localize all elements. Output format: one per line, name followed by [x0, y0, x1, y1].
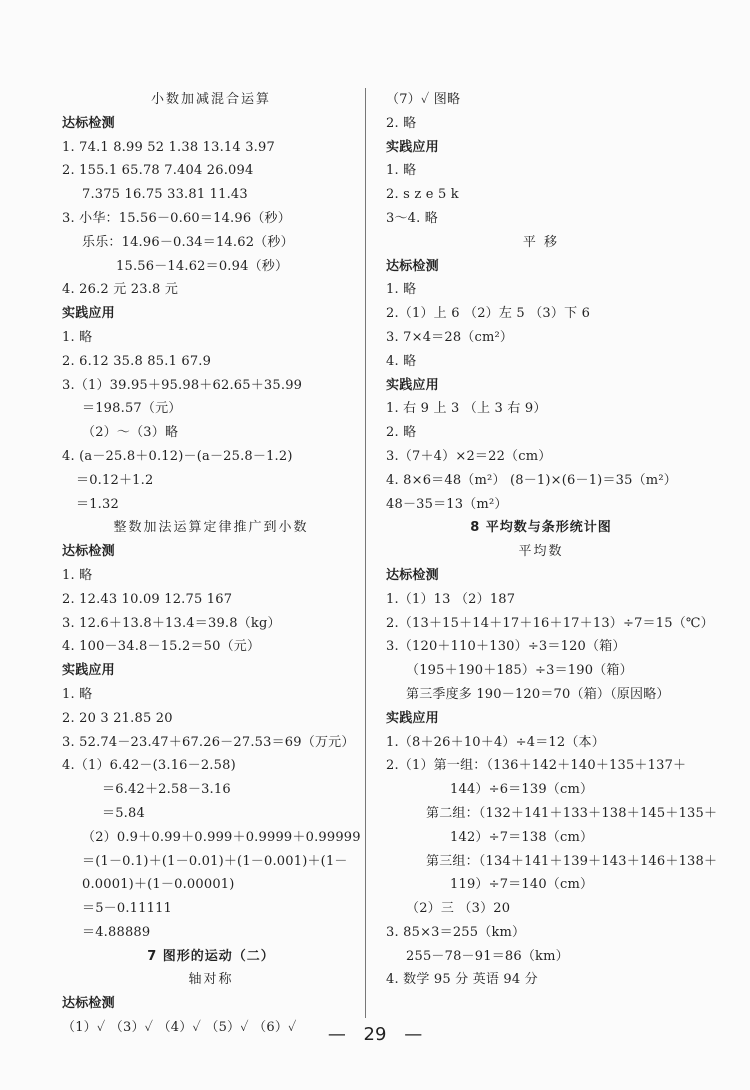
answer-line: 1. 略 — [386, 282, 417, 298]
footer-dash-right: — — [404, 1024, 423, 1045]
answer-line: 7.375 16.75 33.81 11.43 — [82, 187, 248, 203]
answer-line: 3. 12.6＋13.8＋13.4＝39.8（kg） — [62, 615, 281, 631]
answer-line: 1. 略 — [62, 329, 93, 345]
answer-line: 3.（120＋110＋130）÷3＝120（箱） — [386, 639, 626, 655]
answer-line: ＝4.88889 — [82, 924, 151, 940]
answer-line: 1. 略 — [62, 686, 93, 702]
answer-line: 2. 6.12 35.8 85.1 67.9 — [62, 353, 212, 369]
answer-line: （7）✓ 图略 — [386, 92, 461, 107]
page-footer — [0, 1024, 750, 1045]
answer-line: 1.（1）13 （2）187 — [386, 591, 516, 607]
answer-line: （195＋190＋185）÷3＝190（箱） — [406, 663, 633, 679]
answer-line: 4. 略 — [386, 353, 417, 369]
answer-line: 第三组：（134＋141＋139＋143＋146＋138＋ — [426, 853, 718, 869]
answer-line: 第二组：（132＋141＋133＋138＋145＋135＋ — [426, 805, 718, 821]
answer-line: （1）✓ （3）✓ （4）✓ （5）✓ （6）✓ — [62, 1020, 297, 1036]
section-title: 平 移 — [522, 234, 560, 250]
answer-line: ＝5－0.11111 — [82, 901, 173, 917]
answer-line: 2.（13＋15＋14＋17＋16＋17＋13）÷7＝15（℃） — [386, 615, 714, 631]
answer-line: 119）÷7＝140（cm） — [450, 877, 594, 893]
answer-line: （2）～（3）略 — [82, 425, 179, 441]
answer-line: 0.0001)＋(1－0.00001) — [82, 877, 235, 893]
chapter-title: 7 图形的运动（二） — [147, 948, 275, 964]
right-column — [386, 88, 718, 992]
section-heading: 实践应用 — [386, 710, 439, 726]
section-title: 整数加法运算定律推广到小数 — [113, 520, 309, 536]
answer-line: 2.（1）第一组：（136＋142＋140＋135＋137＋ — [386, 758, 687, 774]
answer-line: ＝1.32 — [76, 496, 119, 512]
answer-line: 4. 8×6＝48（m²） (8－1)×(6－1)＝35（m²） — [386, 472, 677, 488]
answer-line: 3. 52.74－23.47＋67.26－27.53＝69（万元） — [62, 734, 355, 750]
answer-line: （2）0.9＋0.99＋0.999＋0.9999＋0.99999 — [82, 829, 361, 845]
answer-line: 255－78－91＝86（km） — [406, 948, 569, 964]
answer-line: 3～4. 略 — [386, 210, 439, 226]
answer-line: 2. 略 — [386, 115, 417, 131]
section-heading: 达标检测 — [386, 567, 439, 583]
answer-line: ＝198.57（元） — [82, 401, 182, 417]
answer-line: 4.（1）6.42－(3.16－2.58) — [62, 758, 236, 774]
answer-line: 4. (a－25.8＋0.12)－(a－25.8－1.2) — [62, 448, 293, 464]
section-heading: 实践应用 — [62, 663, 115, 679]
answer-line: 2. s z e 5 k — [386, 187, 459, 203]
page-number: 29 — [363, 1024, 387, 1045]
answer-line: 1. 74.1 8.99 52 1.38 13.14 3.97 — [62, 139, 275, 155]
section-heading: 达标检测 — [386, 258, 439, 274]
chapter-title: 8 平均数与条形统计图 — [470, 520, 612, 536]
answer-line: ＝0.12＋1.2 — [76, 472, 154, 488]
answer-line: 1. 略 — [386, 163, 417, 179]
answer-line: 1. 略 — [62, 567, 93, 583]
answer-line: 3.（7＋4）×2＝22（cm） — [386, 448, 552, 464]
section-title: 轴对称 — [188, 972, 234, 988]
answer-line: ＝5.84 — [102, 805, 145, 821]
footer-dash-left: — — [327, 1024, 346, 1045]
answer-line: 乐乐：14.96－0.34＝14.62（秒） — [82, 234, 294, 250]
section-heading: 达标检测 — [62, 996, 115, 1012]
answer-line: 48－35＝13（m²） — [386, 496, 508, 512]
answer-line: 2. 12.43 10.09 12.75 167 — [62, 591, 233, 607]
left-column — [62, 88, 360, 1040]
column-divider — [365, 88, 366, 1018]
section-heading: 达标检测 — [62, 115, 115, 131]
answer-line: 4. 26.2 元 23.8 元 — [62, 282, 179, 298]
answer-line: 1.（8＋26＋10＋4）÷4＝12（本） — [386, 734, 605, 750]
answer-line: 15.56－14.62＝0.94（秒） — [116, 258, 289, 274]
section-heading: 实践应用 — [386, 377, 439, 393]
answer-line: 142）÷7＝138（cm） — [450, 829, 594, 845]
answer-line: 1. 右 9 上 3 （上 3 右 9） — [386, 401, 547, 417]
section-heading: 达标检测 — [62, 544, 115, 560]
section-heading: 实践应用 — [386, 139, 439, 155]
answer-line: （2）三 （3）20 — [406, 901, 511, 917]
answer-line: 2.（1）上 6 （2）左 5 （3）下 6 — [386, 306, 591, 322]
answer-line: ＝(1－0.1)＋(1－0.01)＋(1－0.001)＋(1－ — [82, 853, 348, 869]
answer-line: 144）÷6＝139（cm） — [450, 782, 594, 798]
section-heading: 实践应用 — [62, 306, 115, 322]
answer-line: 第三季度多 190－120＝70（箱）（原因略） — [406, 686, 670, 702]
answer-line: 2. 略 — [386, 425, 417, 441]
section-title: 平均数 — [518, 544, 564, 560]
answer-line: ＝6.42＋2.58－3.16 — [102, 782, 231, 798]
answer-line: 2. 20 3 21.85 20 — [62, 710, 173, 726]
answer-line: 4. 100－34.8－15.2＝50（元） — [62, 639, 261, 655]
answer-line: 3.（1）39.95＋95.98＋62.65＋35.99 — [62, 377, 303, 393]
answer-line: 2. 155.1 65.78 7.404 26.094 — [62, 163, 254, 179]
answer-line: 3. 85×3＝255（km） — [386, 924, 526, 940]
section-title: 小数加减混合运算 — [150, 92, 271, 107]
answer-line: 3. 7×4＝28（cm²） — [386, 329, 514, 345]
answer-line: 4. 数学 95 分 英语 94 分 — [386, 972, 538, 988]
answer-line: 3. 小华：15.56－0.60＝14.96（秒） — [62, 210, 291, 226]
